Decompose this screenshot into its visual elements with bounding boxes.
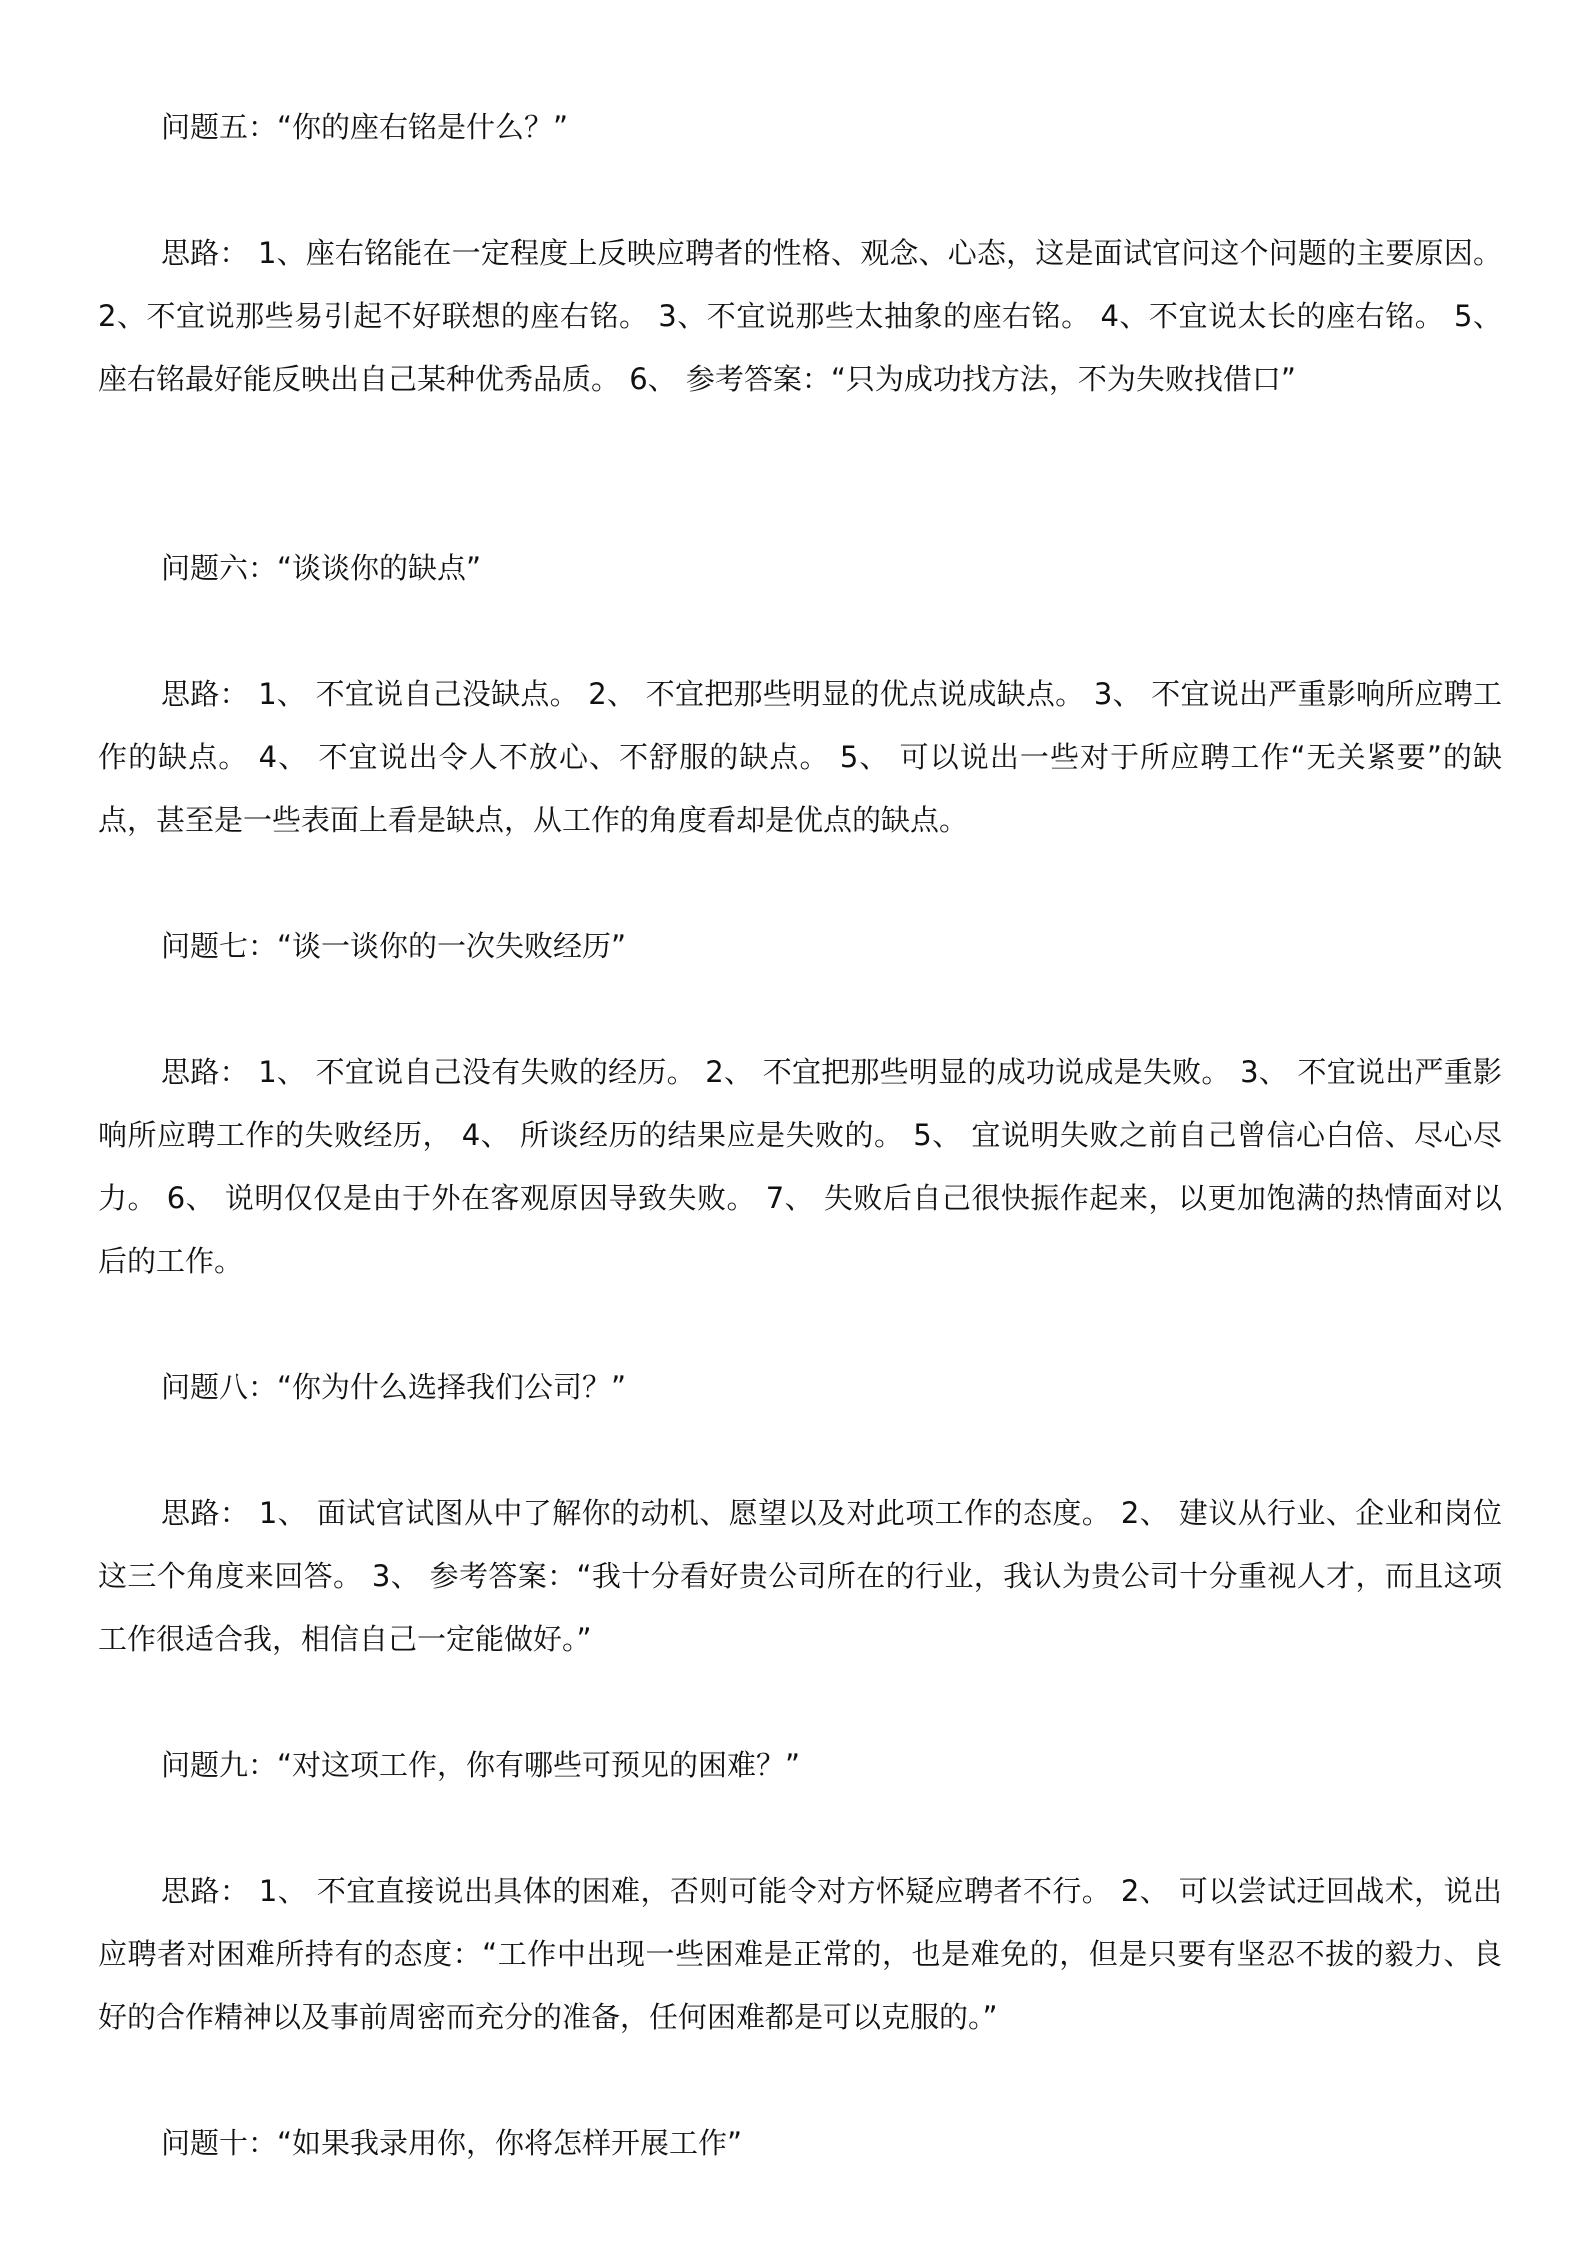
question-9-heading: 问题九：“对这项工作，你有哪些可预见的困难？”	[161, 1748, 801, 1782]
answer-5-paragraph: 思路： 1、座右铭能在一定程度上反映应聘者的性格、观念、心态，这是面试官问这个问题的主要原因。 2、不宜说那些易引起不好联想的座右铭。 3、不宜说那些太抽象的座右铭。 4、不宜说太长的座右铭。 5、座右铭最好能反映出自己某种优秀品质。 6、 参考答案：“只为成功找方法，不为失败找借口”	[98, 236, 1502, 396]
answer-6-paragraph: 思路： 1、 不宜说自己没缺点。 2、 不宜把那些明显的优点说成缺点。 3、 不宜说出严重影响所应聘工作的缺点。 4、 不宜说出令人不放心、不舒服的缺点。 5、 可以说出一些对于所应聘工作“无关紧要”的缺点，甚至是一些表面上看是缺点，从工作的角度看却是优点的缺点。	[98, 677, 1502, 837]
question-8-heading: 问题八：“你为什么选择我们公司？”	[161, 1370, 627, 1404]
answer-7-paragraph: 思路： 1、 不宜说自己没有失败的经历。 2、 不宜把那些明显的成功说成是失败。 3、 不宜说出严重影响所应聘工作的失败经历， 4、 所谈经历的结果应是失败的。 5、 宜说明失败之前自己曾信心白倍、尽心尽力。 6、 说明仅仅是由于外在客观原因导致失败。 7、 失败后自己很快振作起来，以更加饱满的热情面对以后的工作。	[98, 1055, 1502, 1278]
question-7-heading: 问题七：“谈一谈你的一次失败经历”	[161, 929, 627, 963]
question-6-heading: 问题六：“谈谈你的缺点”	[161, 551, 482, 585]
answer-9-paragraph: 思路： 1、 不宜直接说出具体的困难，否则可能令对方怀疑应聘者不行。 2、 可以尝试迂回战术，说出应聘者对困难所持有的态度：“工作中出现一些困难是正常的，也是难免的，但是只要有坚忍不拔的毅力、良好的合作精神以及事前周密而充分的准备，任何困难都是可以克服的。”	[98, 1874, 1502, 2034]
question-5-heading: 问题五：“你的座右铭是什么？”	[161, 110, 569, 144]
answer-8-paragraph: 思路： 1、 面试官试图从中了解你的动机、愿望以及对此项工作的态度。 2、 建议从行业、企业和岗位这三个角度来回答。 3、 参考答案：“我十分看好贵公司所在的行业，我认为贵公司十分重视人才，而且这项工作很适合我，相信自己一定能做好。”	[98, 1496, 1502, 1656]
question-10-heading: 问题十：“如果我录用你，你将怎样开展工作”	[161, 2126, 743, 2160]
